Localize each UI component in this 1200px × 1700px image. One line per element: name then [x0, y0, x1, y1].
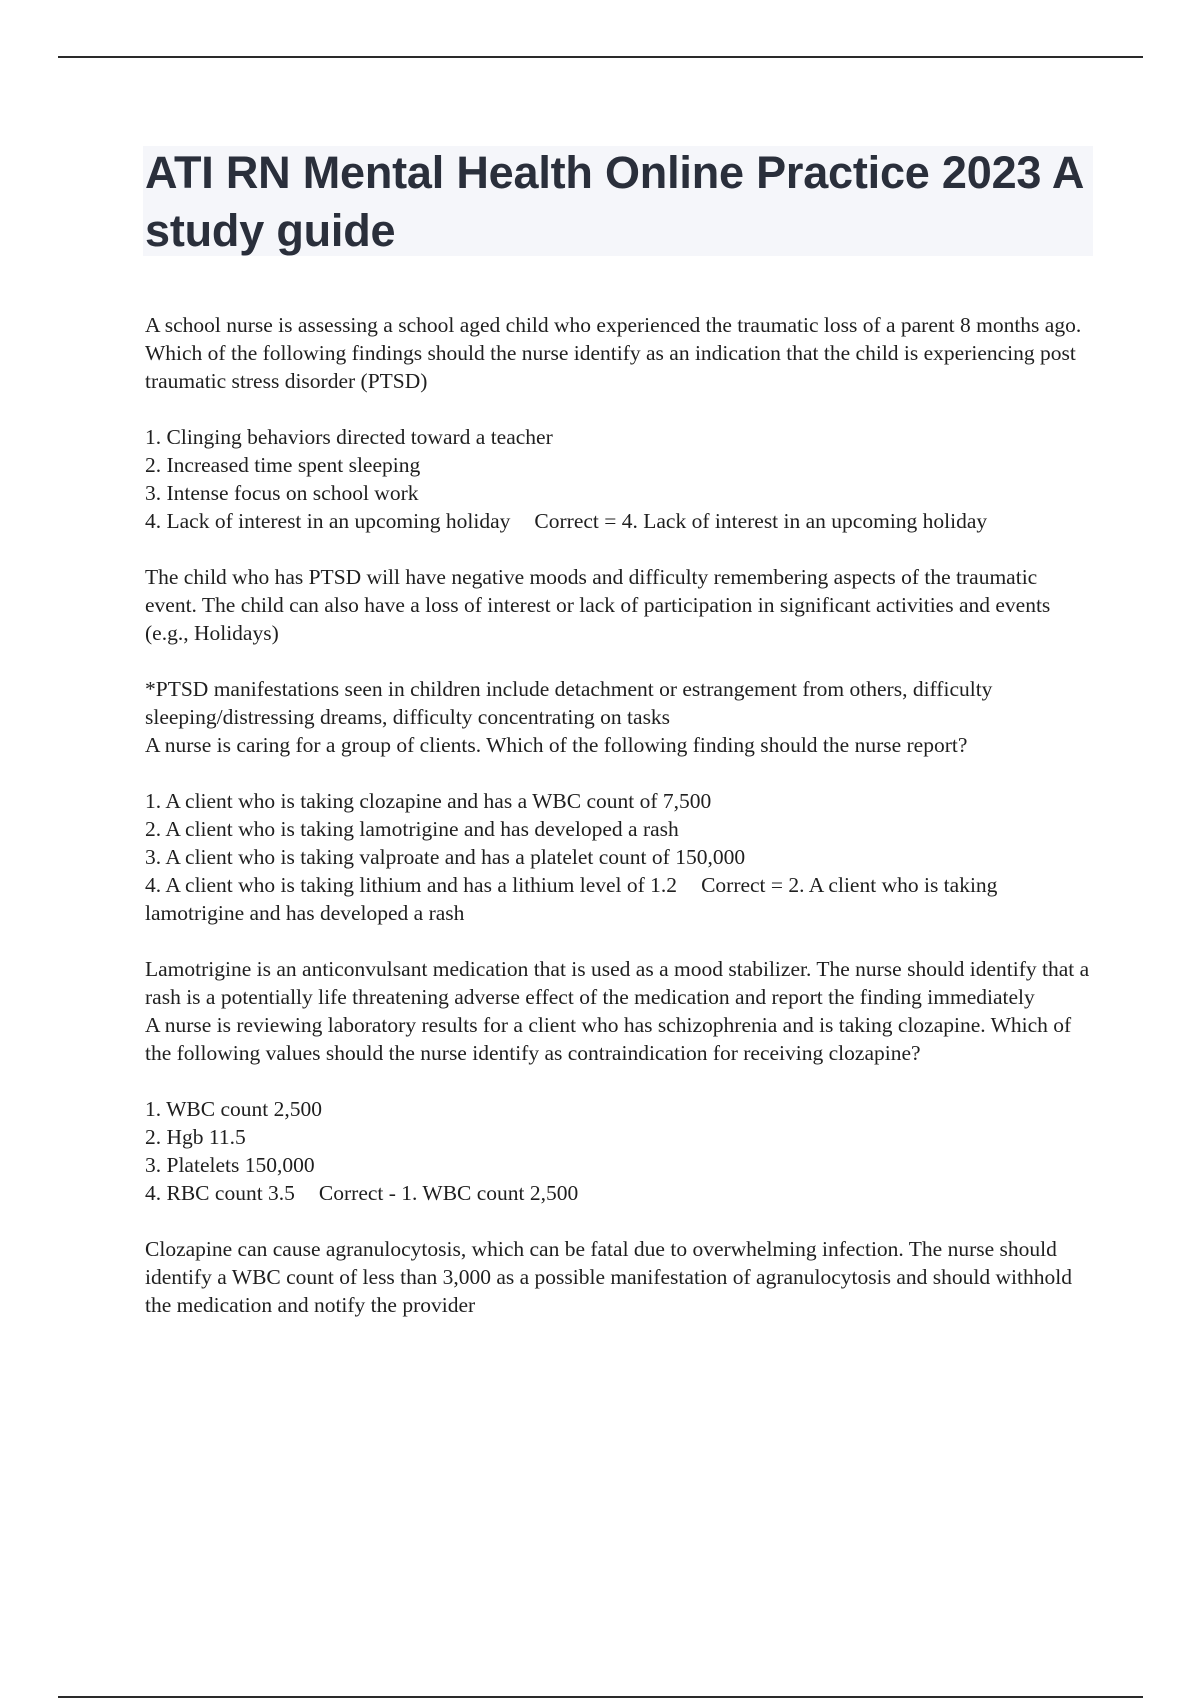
- question-3-option-4: 4. RBC count 3.5: [145, 1181, 295, 1205]
- question-2-answer: Correct = 2. A client who is taking lamotrigine and has developed a rash: [145, 873, 998, 925]
- question-3-answer: Correct - 1. WBC count 2,500: [318, 1181, 579, 1205]
- question-2-rationale: Lamotrigine is an anticonvulsant medication that is used as a mood stabilizer. The nurse should identify that a rash is a potentially life threatening adverse effect of the medication and report the finding immediately: [145, 957, 1090, 1009]
- spacer: [145, 1067, 1090, 1095]
- question-2-option-1: 1. A client who is taking clozapine and has a WBC count of 7,500: [145, 789, 712, 813]
- spacer: [145, 927, 1090, 955]
- question-1-options: [145, 423, 1090, 535]
- question-1-stem: A school nurse is assessing a school aged child who experienced the traumatic loss of a parent 8 months ago. Which of the following findings should the nurse identify as an indication that the child is experiencing post traumatic stress disorder (PTSD): [145, 313, 1082, 393]
- question-1-option-1: 1. Clinging behaviors directed toward a teacher: [145, 425, 553, 449]
- question-2-option-3: 3. A client who is taking valproate and has a platelet count of 150,000: [145, 845, 746, 869]
- spacer: [145, 1207, 1090, 1235]
- question-3-stem: A nurse is reviewing laboratory results for a client who has schizophrenia and is taking clozapine. Which of the following values should the nurse identify as contraindication for receiving clozapine?: [145, 1013, 1072, 1065]
- question-3-option-4-with-answer: [145, 1179, 1090, 1207]
- question-1-option-3: 3. Intense focus on school work: [145, 481, 419, 505]
- question-1-answer: Correct = 4. Lack of interest in an upcoming holiday: [534, 509, 988, 533]
- top-rule: [58, 56, 1143, 58]
- document-title: ATI RN Mental Health Online Practice 2023 A study guide: [145, 147, 1083, 256]
- question-3-options: [145, 1095, 1090, 1207]
- question-2-option-4: 4. A client who is taking lithium and has a lithium level of 1.2: [145, 873, 678, 897]
- spacer: [145, 395, 1090, 423]
- question-1-rationale: The child who has PTSD will have negative moods and difficulty remembering aspects of the traumatic event. The child can also have a loss of interest or lack of participation in significant activities and events (e.g., Holidays): [145, 565, 1051, 645]
- document-body: [145, 311, 1090, 1319]
- spacer: [145, 535, 1090, 563]
- question-3-rationale: Clozapine can cause agranulocytosis, which can be fatal due to overwhelming infection. The nurse should identify a WBC count of less than 3,000 as a possible manifestation of agranulocytosis and should withhold the medication and notify the provider: [145, 1237, 1072, 1317]
- question-1-option-2: 2. Increased time spent sleeping: [145, 453, 421, 477]
- question-2-options: [145, 787, 1090, 927]
- question-1-note: *PTSD manifestations seen in children include detachment or estrangement from others, difficulty sleeping/distressing dreams, difficulty concentrating on tasks: [145, 677, 993, 729]
- question-3-option-2: 2. Hgb 11.5: [145, 1125, 246, 1149]
- question-1-option-4: 4. Lack of interest in an upcoming holiday: [145, 509, 511, 533]
- spacer: [145, 759, 1090, 787]
- question-3-option-3: 3. Platelets 150,000: [145, 1153, 315, 1177]
- question-3-option-1: 1. WBC count 2,500: [145, 1097, 322, 1121]
- question-2-stem: A nurse is caring for a group of clients. Which of the following finding should the nurse report?: [145, 733, 968, 757]
- question-2-option-4-with-answer: [145, 871, 1090, 927]
- question-1-option-4-with-answer: [145, 507, 1090, 535]
- question-2-option-2: 2. A client who is taking lamotrigine and has developed a rash: [145, 817, 679, 841]
- spacer: [145, 647, 1090, 675]
- bottom-rule: [58, 1696, 1143, 1698]
